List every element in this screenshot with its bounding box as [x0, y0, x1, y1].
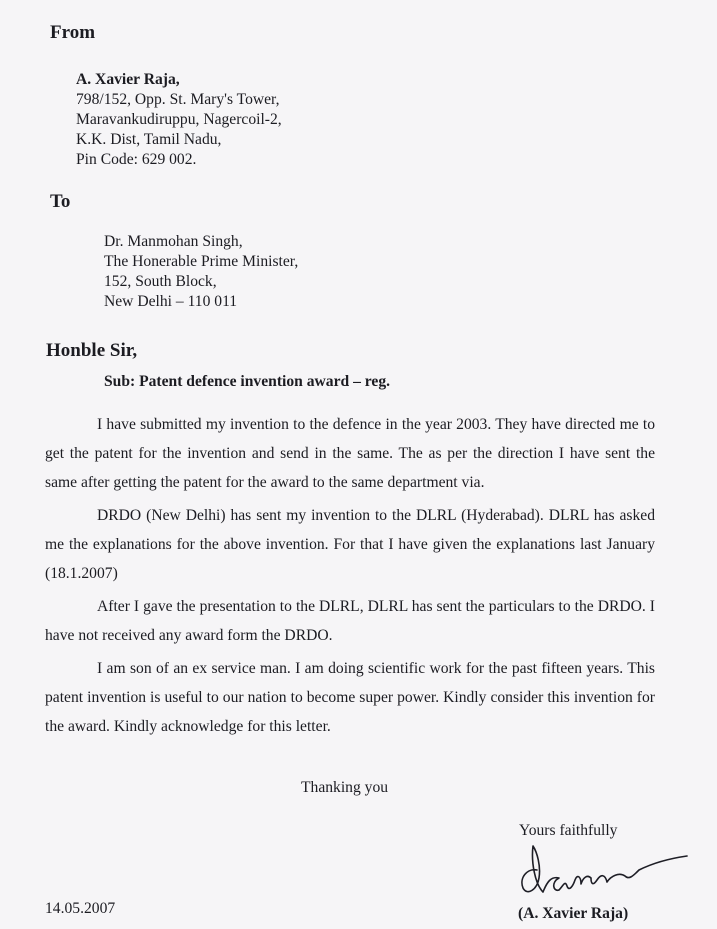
handwritten-signature: [515, 842, 695, 904]
subject-line: Sub: Patent defence invention award – reg.: [104, 373, 391, 390]
body-paragraph: After I gave the presentation to the DLRL, DLRL has sent the particulars to the DRDO. I have not received any award form the DRDO.: [45, 598, 655, 644]
body-paragraph: I have submitted my invention to the defence in the year 2003. They have directed me to get the patent for the invention and send in the same. The as per the direction I have sent the same after getting the patent for the award to the same department via.: [45, 416, 655, 491]
recipient-address: [104, 232, 298, 312]
body-paragraph: I am son of an ex service man. I am doing scientific work for the past fifteen years. This patent invention is useful to our nation to become super power. Kindly consider this invention for the award. Kindly acknowledge for this letter.: [45, 660, 655, 735]
body-paragraph: DRDO (New Delhi) has sent my invention to the DLRL (Hyderabad). DLRL has asked me the explanations for the above invention. For that I have given the explanations last January (18.1.2007): [45, 507, 655, 582]
to-heading: To: [50, 191, 71, 212]
sender-address-line: Maravankudiruppu, Nagercoil-2,: [76, 111, 282, 128]
letter-date: 14.05.2007: [45, 900, 116, 917]
sender-name: A. Xavier Raja,: [76, 71, 180, 88]
closing-line: Yours faithfully: [519, 822, 618, 839]
recipient-address-line: The Honerable Prime Minister,: [104, 253, 299, 270]
letter-body: [45, 410, 655, 741]
recipient-address-line: 152, South Block,: [104, 273, 217, 290]
from-heading: From: [50, 22, 96, 43]
sender-address-line: Pin Code: 629 002.: [76, 151, 197, 168]
sender-address: [76, 70, 282, 170]
signatory-name: (A. Xavier Raja): [518, 905, 629, 922]
sender-address-line: 798/152, Opp. St. Mary's Tower,: [76, 91, 280, 108]
recipient-address-line: Dr. Manmohan Singh,: [104, 233, 243, 250]
sender-address-line: K.K. Dist, Tamil Nadu,: [76, 131, 222, 148]
salutation: Honble Sir,: [46, 340, 138, 361]
thanking-line: Thanking you: [301, 779, 389, 796]
recipient-address-line: New Delhi – 110 011: [104, 293, 238, 310]
